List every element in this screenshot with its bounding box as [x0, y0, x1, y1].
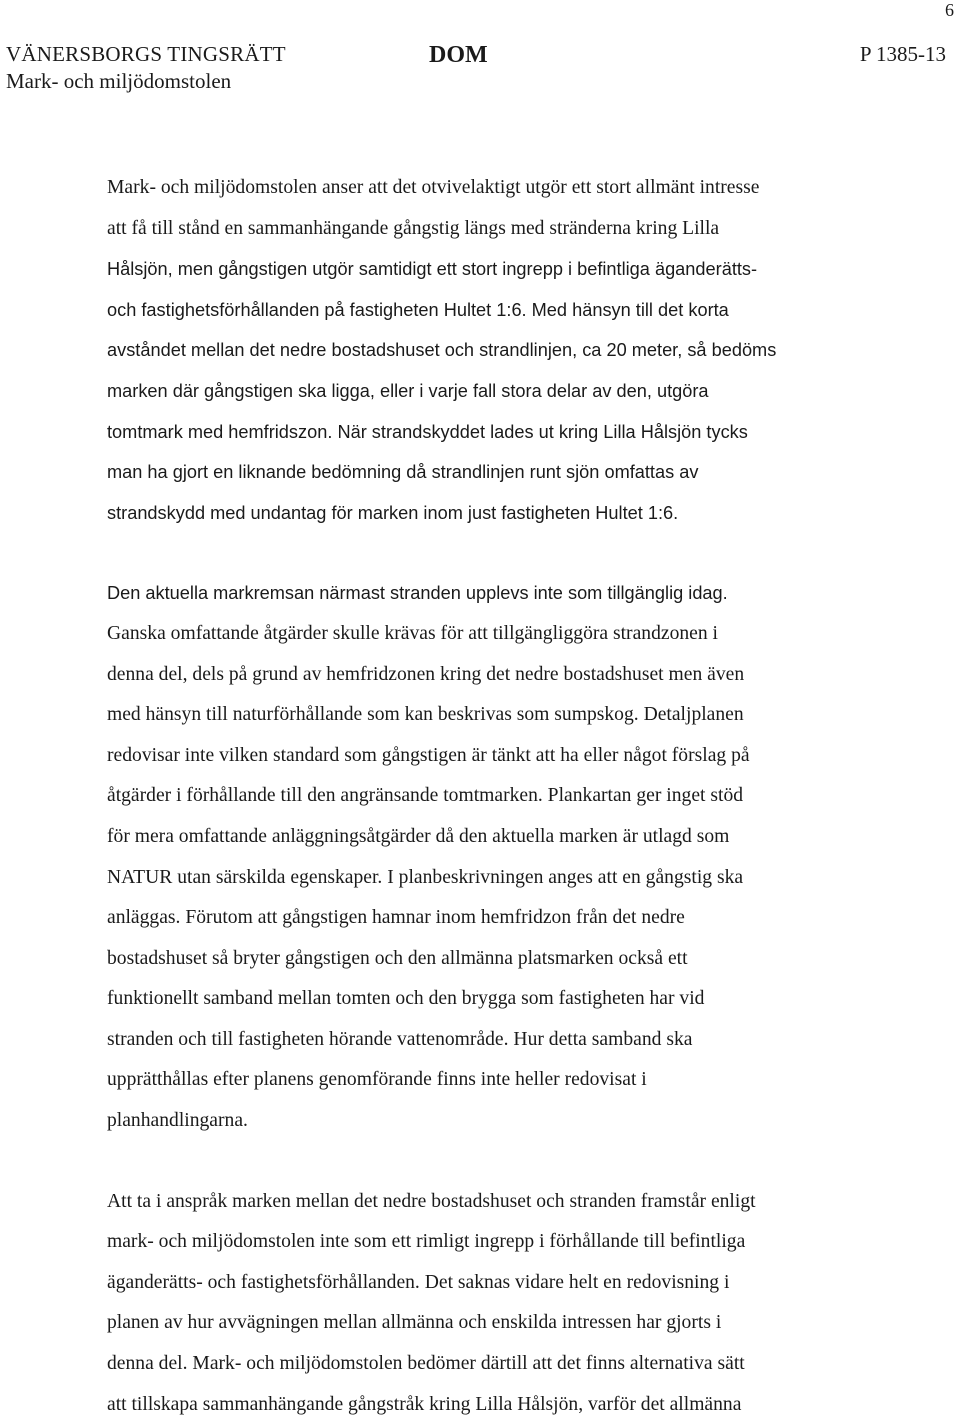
document-type: DOM: [429, 42, 488, 68]
text-line: åtgärder i förhållande till den angränsande tomtmarken. Plankartan ger inget stöd: [107, 785, 744, 807]
text-line: bostadshuset så bryter gångstigen och den allmänna platsmarken också ett: [107, 947, 688, 969]
text-line: anläggas. Förutom att gångstigen hamnar inom hemfridzon från det nedre: [107, 907, 685, 929]
text-line: planhandlingarna.: [107, 1110, 248, 1132]
text-line: upprätthållas efter planens genomförande finns inte heller redovisat i: [107, 1069, 647, 1091]
text-line: avståndet mellan det nedre bostadshuset och strandlinjen, ca 20 meter, så bedöms: [107, 340, 777, 361]
text-line: denna del. Mark- och miljödomstolen bedömer därtill att det finns alternativa sätt: [107, 1353, 745, 1375]
text-line: att få till stånd en sammanhängande gångstig längs med stränderna kring Lilla: [107, 217, 720, 239]
document-header: [6, 42, 946, 94]
text-line: funktionellt samband mellan tomten och den brygga som fastigheten har vid: [107, 988, 705, 1010]
paragraph-1: [107, 168, 887, 533]
text-line: marken där gångstigen ska ligga, eller i varje fall stora delar av den, utgöra: [107, 380, 709, 401]
text-line: planen av hur avvägningen mellan allmänna och enskilda intressen har gjorts i: [107, 1312, 722, 1334]
text-line: Ganska omfattande åtgärder skulle krävas för att tillgängliggöra strandzonen i: [107, 622, 719, 644]
text-line: NATUR utan särskilda egenskaper. I planbeskrivningen anges att en gångstig ska: [107, 866, 744, 888]
paragraph-spacer: [107, 1142, 887, 1182]
text-line: Hålsjön, men gångstigen utgör samtidigt ett stort ingrepp i befintliga äganderätts-: [107, 259, 758, 280]
text-line: stranden och till fastigheten hörande vattenområde. Hur detta samband ska: [107, 1028, 693, 1050]
case-number: P 1385-13: [859, 42, 946, 66]
page-number: 6: [945, 0, 954, 20]
court-name: VÄNERSBORGS TINGSRÄTT: [6, 42, 286, 66]
text-line: Att ta i anspråk marken mellan det nedre bostadshuset och stranden framstår enligt: [107, 1190, 756, 1212]
text-line: tomtmark med hemfridszon. När strandskyddet lades ut kring Lilla Hålsjön tycks: [107, 421, 748, 442]
text-line: Mark- och miljödomstolen anser att det otvivelaktigt utgör ett stort allmänt intresse: [107, 177, 760, 198]
paragraph-2: [107, 573, 887, 1141]
court-division: Mark- och miljödomstolen: [6, 69, 232, 93]
text-line: mark- och miljödomstolen inte som ett rimligt ingrepp i förhållande till befintliga: [107, 1231, 746, 1253]
text-line: man ha gjort en liknande bedömning då strandlinjen runt sjön omfattas av: [107, 462, 699, 483]
text-line: Den aktuella markremsan närmast stranden upplevs inte som tillgänglig idag.: [107, 583, 728, 604]
text-line: för mera omfattande anläggningsåtgärder då den aktuella marken är utlagd som: [107, 825, 730, 847]
document-body: [107, 168, 887, 1425]
text-line: med hänsyn till naturförhållande som kan beskrivas som sumpskog. Detaljplanen: [107, 704, 744, 726]
text-line: strandskydd med undantag för marken inom just fastigheten Hultet 1:6.: [107, 502, 679, 523]
text-line: denna del, dels på grund av hemfridzonen kring det nedre bostadshuset men även: [107, 663, 745, 685]
text-line: och fastighetsförhållanden på fastigheten Hultet 1:6. Med hänsyn till det korta: [107, 299, 729, 320]
paragraph-spacer: [107, 533, 887, 573]
text-line: att tillskapa sammanhängande gångstråk kring Lilla Hålsjön, varför det allmänna: [107, 1393, 742, 1415]
text-line: äganderätts- och fastighetsförhållanden. Det saknas vidare helt en redovisning i: [107, 1271, 730, 1293]
text-line: redovisar inte vilken standard som gångstigen är tänkt att ha eller något förslag på: [107, 744, 750, 766]
paragraph-3: [107, 1182, 887, 1425]
